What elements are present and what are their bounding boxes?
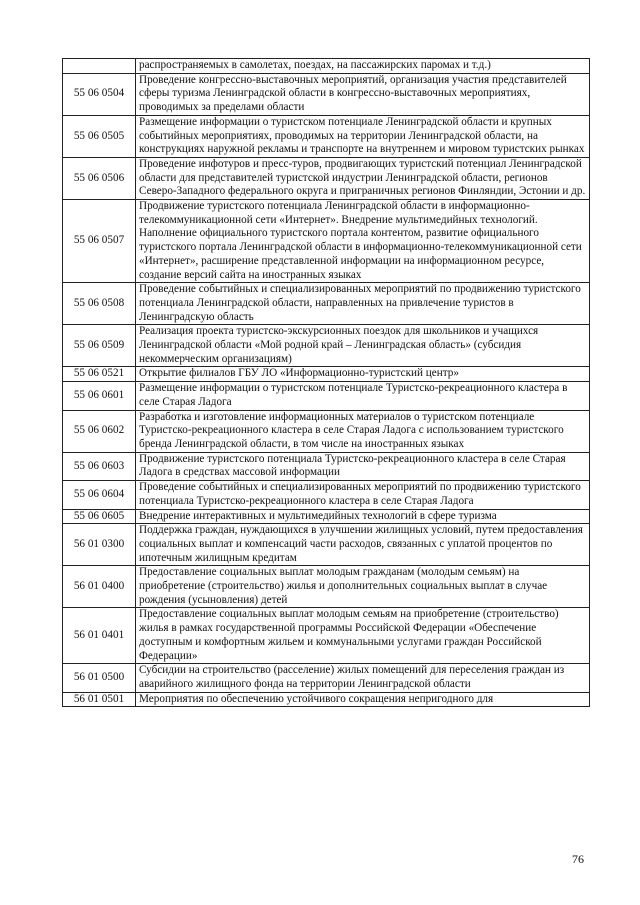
table-row [63, 566, 590, 608]
row-code: 56 01 0501 [63, 692, 136, 707]
table-row [63, 73, 590, 115]
row-code [63, 59, 136, 74]
row-description: распространяемых в самолетах, поездах, на пассажирских паромах и т.д.) [136, 59, 590, 74]
row-code: 55 06 0603 [63, 452, 136, 480]
row-code: 55 06 0509 [63, 325, 136, 367]
table-row [63, 608, 590, 664]
budget-code-table [62, 58, 590, 707]
row-code: 56 01 0500 [63, 664, 136, 692]
table-row [63, 157, 590, 199]
row-description: Поддержка граждан, нуждающихся в улучшении жилищных условий, путем предоставления социальных выплат и компенсаций части расходов, связанных с уплатой процентов по ипотечным жилищным кредитам [136, 524, 590, 566]
row-description: Размещение информации о туристском потенциале Туристско-рекреационного кластера в селе Старая Ладога [136, 382, 590, 410]
row-description: Разработка и изготовление информационных материалов о туристском потенциале Туристско-рекреационного кластера в селе Старая Ладога с использованием туристского бренда Ленинградской области, в том числе на иностранных языках [136, 410, 590, 452]
row-description: Проведение событийных и специализированных мероприятий по продвижению туристского потенциала Туристско-рекреационного кластера в селе Старая Ладога [136, 481, 590, 509]
row-description: Проведение конгрессно-выставочных мероприятий, организация участия представителей сферы туризма Ленинградской области в конгрессно-выставочных мероприятиях, проводимых за пределами области [136, 73, 590, 115]
row-description: Предоставление социальных выплат молодым гражданам (молодым семьям) на приобретение (строительство) жилья и дополнительных социальных выплат в случае рождения (усыновления) детей [136, 566, 590, 608]
row-description: Мероприятия по обеспечению устойчивого сокращения непригодного для [136, 692, 590, 707]
table-row [63, 481, 590, 509]
row-description: Продвижение туристского потенциала Туристско-рекреационного кластера в селе Старая Ладога в средствах массовой информации [136, 452, 590, 480]
row-code: 56 01 0400 [63, 566, 136, 608]
table-row [63, 367, 590, 382]
row-code: 56 01 0401 [63, 608, 136, 664]
table-body [63, 59, 590, 707]
table-row [63, 509, 590, 524]
table-row [63, 382, 590, 410]
row-code: 55 06 0605 [63, 509, 136, 524]
table-row [63, 59, 590, 74]
row-code: 56 01 0300 [63, 524, 136, 566]
table-row [63, 664, 590, 692]
row-code: 55 06 0508 [63, 283, 136, 325]
table-row [63, 452, 590, 480]
row-description: Внедрение интерактивных и мультимедийных технологий в сфере туризма [136, 509, 590, 524]
row-code: 55 06 0507 [63, 200, 136, 283]
row-code: 55 06 0602 [63, 410, 136, 452]
table-row [63, 410, 590, 452]
row-description: Реализация проекта туристско-экскурсионных поездок для школьников и учащихся Ленинградской области «Мой родной край – Ленинградская область» (субсидия некоммерческим организациям) [136, 325, 590, 367]
row-code: 55 06 0505 [63, 115, 136, 157]
row-description: Предоставление социальных выплат молодым семьям на приобретение (строительство) жилья в рамках государственной программы Российской Федерации «Обеспечение доступным и комфортным жильем и коммунальными услугами граждан Российской Федерации» [136, 608, 590, 664]
table-row [63, 283, 590, 325]
table-row [63, 200, 590, 283]
row-description: Проведение инфотуров и пресс-туров, продвигающих туристский потенциал Ленинградской области для представителей туристской индустрии Ленинградской области, регионов Северо-Западного федерального округа и приграничных регионов Финляндии, Эстонии и др. [136, 157, 590, 199]
row-code: 55 06 0521 [63, 367, 136, 382]
table-row [63, 524, 590, 566]
table-row [63, 115, 590, 157]
row-description: Субсидии на строительство (расселение) жилых помещений для переселения граждан из аварийного жилищного фонда на территории Ленинградской области [136, 664, 590, 692]
row-description: Открытие филиалов ГБУ ЛО «Информационно-туристский центр» [136, 367, 590, 382]
row-code: 55 06 0504 [63, 73, 136, 115]
table-row [63, 325, 590, 367]
page-number: 76 [572, 852, 584, 866]
row-code: 55 06 0506 [63, 157, 136, 199]
row-description: Проведение событийных и специализированных мероприятий по продвижению туристского потенциала Ленинградской области, направленных на привлечение туристов в Ленинградскую область [136, 283, 590, 325]
row-code: 55 06 0604 [63, 481, 136, 509]
row-code: 55 06 0601 [63, 382, 136, 410]
row-description: Продвижение туристского потенциала Ленинградской области в информационно-телекоммуникационной сети «Интернет». Внедрение мультимедийных технологий. Наполнение официального туристского портала контентом, развитие официального туристского портала Ленинградской области в информационно-телекоммуникационной сети «Интернет», расширение представленной информации на информационном ресурсе, создание версий сайта на иностранных языках [136, 200, 590, 283]
table-row [63, 692, 590, 707]
row-description: Размещение информации о туристском потенциале Ленинградской области и крупных событийных мероприятиях, проводимых на территории Ленинградской области, на конструкциях наружной рекламы и транспорте на внутреннем и мировом туристских рынках [136, 115, 590, 157]
